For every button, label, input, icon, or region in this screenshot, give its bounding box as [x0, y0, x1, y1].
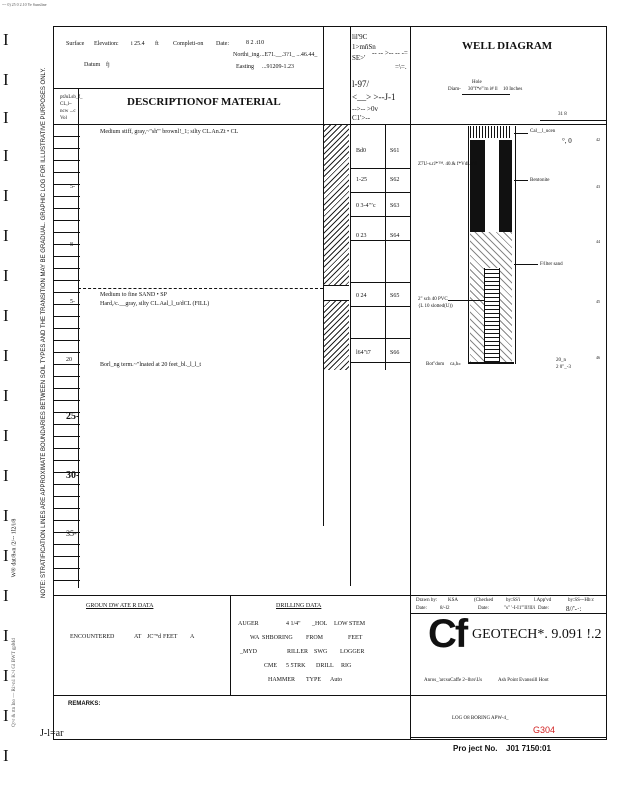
depth-label-25: 25- — [66, 411, 80, 422]
drilling-row4-b: 5 5TRK — [286, 663, 306, 669]
sample-blows-6: l64"i7 — [356, 350, 371, 356]
sample-id-4: S64 — [390, 233, 400, 239]
sample-blows-3: 0 3-4"’c — [356, 203, 376, 209]
well-bottom-label-2: ca,h» — [450, 362, 461, 367]
company-logo-text: GEOTECH*. 9.091 !.2 — [472, 627, 602, 642]
sample-blows-5: 0 24 — [356, 293, 367, 299]
northing-value: ...E71.__.3?1_ ...46.44_ — [260, 52, 318, 58]
drilling-row4-a: CME — [264, 663, 278, 669]
vertical-note-2: W® dat/8»n /2/-- 1l2/i/8 — [11, 518, 18, 578]
drilling-title: DRILLING DATA — [276, 603, 322, 609]
drilling-row3-a: _MYD — [240, 649, 258, 655]
lithology-gap — [324, 285, 349, 301]
well-mark-6: 46 — [596, 355, 600, 360]
drilling-feet: FEET — [348, 635, 363, 641]
date-label-3: Date: — [538, 606, 549, 611]
company-address: Anros_'arcsuCaffe 2~lhrs\Us — [424, 678, 483, 683]
well-bottom-right-1: 20_n — [556, 358, 566, 363]
sample-id-1: S61 — [390, 148, 400, 154]
easting-label: Easting — [236, 64, 254, 70]
well-mark-1: °, 0 — [562, 137, 572, 145]
depth-label-30: 30- — [66, 470, 80, 481]
date-label-2: Date: — [478, 606, 489, 611]
description-3: Hard,/c.__gray, silty CL.Aal_l_u/dCL (FILL) — [100, 301, 210, 307]
description-2: Medium to fine SAND • SP — [100, 292, 167, 298]
well-inches-label: 10 Inches — [503, 87, 523, 92]
completion-label: Completi-on — [173, 41, 204, 47]
well-cap-label: Cal__l_ucen — [530, 129, 556, 134]
well-mark-4: 44 — [596, 239, 600, 244]
checked-by: by:SS'i — [506, 598, 521, 603]
project-label: Pro ject No. — [453, 744, 498, 753]
bentonite-label: Bentonite — [530, 178, 550, 183]
top-strip: ~~ 0) 25 0 2.10 Ye Sunsline — [2, 2, 47, 7]
drilling-row4-c: DRILL — [316, 663, 334, 669]
bentonite-seal-right — [498, 140, 512, 232]
drawn-by-label: Drawn by: — [416, 598, 438, 603]
description-4: Borl_ng term.~"lnated at 20 feet_bl._l_l_t — [100, 362, 202, 368]
well-top-right-mark: 31 8 — [558, 112, 567, 117]
well-hole-label: Hole — [472, 80, 482, 85]
log-of-boring: LOG O8 BORING APW-4_ — [452, 716, 509, 721]
lithology-hatch — [324, 125, 349, 370]
company-logo-mark: Cf — [428, 612, 467, 656]
bottom-left-scrawl: J-l=ar — [40, 728, 64, 739]
drilling-row5-b: TYPE — [306, 677, 321, 683]
screen-label-1: 2" sch 40 PVC — [418, 297, 448, 302]
filter-sand-label: F/llter sand — [540, 262, 563, 267]
grout-label: Z7U-s.rJ*™. 40.& f*Vdl.l!'tf — [418, 162, 477, 167]
sample-id-6: S66 — [390, 350, 400, 356]
screen-label-2: {L 10 slotted(U)) — [418, 304, 453, 309]
datum-value: fj — [106, 62, 110, 68]
drilling-row4-d: RIG — [341, 663, 352, 669]
northing-label: Northi_ing — [233, 52, 260, 58]
drilling-auger-pre: AUGER — [238, 621, 259, 627]
date-1: 8/-l2 — [440, 606, 450, 611]
date-label-1: Date: — [416, 606, 427, 611]
groundwater-title: GROUN DW ATE R DATA — [86, 603, 154, 609]
column-abbrev: ptJuLsb_f_ CL,l~ ncw ...c Vol — [60, 95, 83, 121]
sample-blows-4: 0 23 — [356, 233, 367, 239]
drilling-row3-b: RILLER — [287, 649, 308, 655]
depth-label-5: 5- — [70, 184, 75, 190]
date-value: 8 2 .t10 — [246, 40, 265, 46]
depth-label-20: 20 — [66, 357, 72, 363]
datum-label: Datum — [84, 62, 101, 68]
sample-id-3: S63 — [390, 203, 400, 209]
elevation-unit: ft — [155, 41, 159, 47]
stratification-note: NOTE: STRATIFICATION LINES ARE APPROXIMATE BOUNDARIES BETWEEN SOIL TYPES AND THE TRANSITION MAY BE GRADUAL. GRAPHIC LOG FOR ILLUSTRATIVE PURPOSES ONLY. — [41, 67, 47, 598]
well-diameter-arrow — [462, 94, 510, 95]
groundwater-encountered: ENCOUNTERED — [70, 634, 115, 640]
date-3: 8//'-·: — [566, 605, 582, 613]
drilling-row3-c: SWG — [314, 649, 328, 655]
company-address-2: Ash Point Evanssill Hoot — [498, 678, 549, 683]
surface-label: Surface — [66, 41, 85, 47]
project-number: J01 7150:01 — [506, 744, 551, 753]
well-cap — [470, 126, 512, 138]
drilling-from: FROM — [306, 635, 324, 641]
checked-label: (Checked — [474, 598, 494, 603]
drilling-low-stem: LOW STEM — [334, 621, 366, 627]
elevation-label: Elevation: — [94, 41, 119, 47]
drilling-auger-size: 4 1/4" — [286, 621, 301, 627]
depth-label-15: 5- — [70, 299, 75, 305]
elevation-value: i 25.4 — [131, 41, 145, 47]
sample-blows-2: 1-25 — [356, 177, 367, 183]
well-mark-2: 42 — [596, 137, 600, 142]
well-diam-label: Diam- — [448, 87, 461, 92]
sample-id-2: S62 — [390, 177, 400, 183]
well-mark-3: 43 — [596, 184, 600, 189]
bentonite-seal-left — [470, 140, 484, 232]
groundwater-value: JC"°d — [147, 634, 162, 640]
date-2: "s" '-I-I1"'II!II/i — [504, 606, 536, 611]
remarks-label: REMARKS: — [68, 701, 101, 707]
drilling-hol: _HOL — [312, 621, 328, 627]
figure-code: G304 — [533, 725, 556, 735]
well-screen — [484, 268, 500, 362]
drilling-row5-c: Auto — [330, 677, 342, 683]
groundwater-at: AT — [134, 634, 142, 640]
groundwater-feet: FEET — [163, 634, 178, 640]
sample-blows-1: Bd0 — [356, 148, 367, 154]
well-bottom — [468, 362, 514, 364]
well-bottom-right-2: 2 0"_-3 — [556, 365, 571, 370]
well-bottom-label: Bot"dom — [426, 362, 445, 367]
date-label: Date: — [216, 41, 229, 47]
drilling-row3-d: LOGGER — [340, 649, 365, 655]
description-1: Medium stiff, gray,~"sh'" brownl!_1; silty CL.An.Zt • CL — [100, 129, 239, 135]
margin-note: Q>r & rtn Ino — Ri>n1 K>l Gl BWT gpMd — [11, 638, 17, 727]
description-title: DESCRIPTIONOF MATERIAL — [127, 96, 281, 108]
drilling-wash-pre: WA — [250, 635, 260, 641]
drawn-by: KSA — [448, 598, 459, 603]
easting-value: ...91209-1.23 — [262, 64, 294, 70]
well-casing-label: 30"f*e"'rn i# ll — [468, 87, 498, 92]
depth-label-10: 8- — [70, 242, 75, 248]
sample-id-5: S65 — [390, 293, 400, 299]
groundwater-mark: A — [190, 634, 195, 640]
drilling-washboring: SHBORING — [262, 635, 293, 641]
approved-by: by:SS-~Hb:c — [568, 598, 595, 603]
approved-label: l.App'vd — [534, 598, 552, 603]
well-diagram-title: WELL DIAGRAM — [462, 40, 553, 52]
well-mark-5: 45 — [596, 299, 600, 304]
drilling-row5-a: HAMMER — [268, 677, 296, 683]
depth-label-35: 35- — [66, 529, 77, 538]
